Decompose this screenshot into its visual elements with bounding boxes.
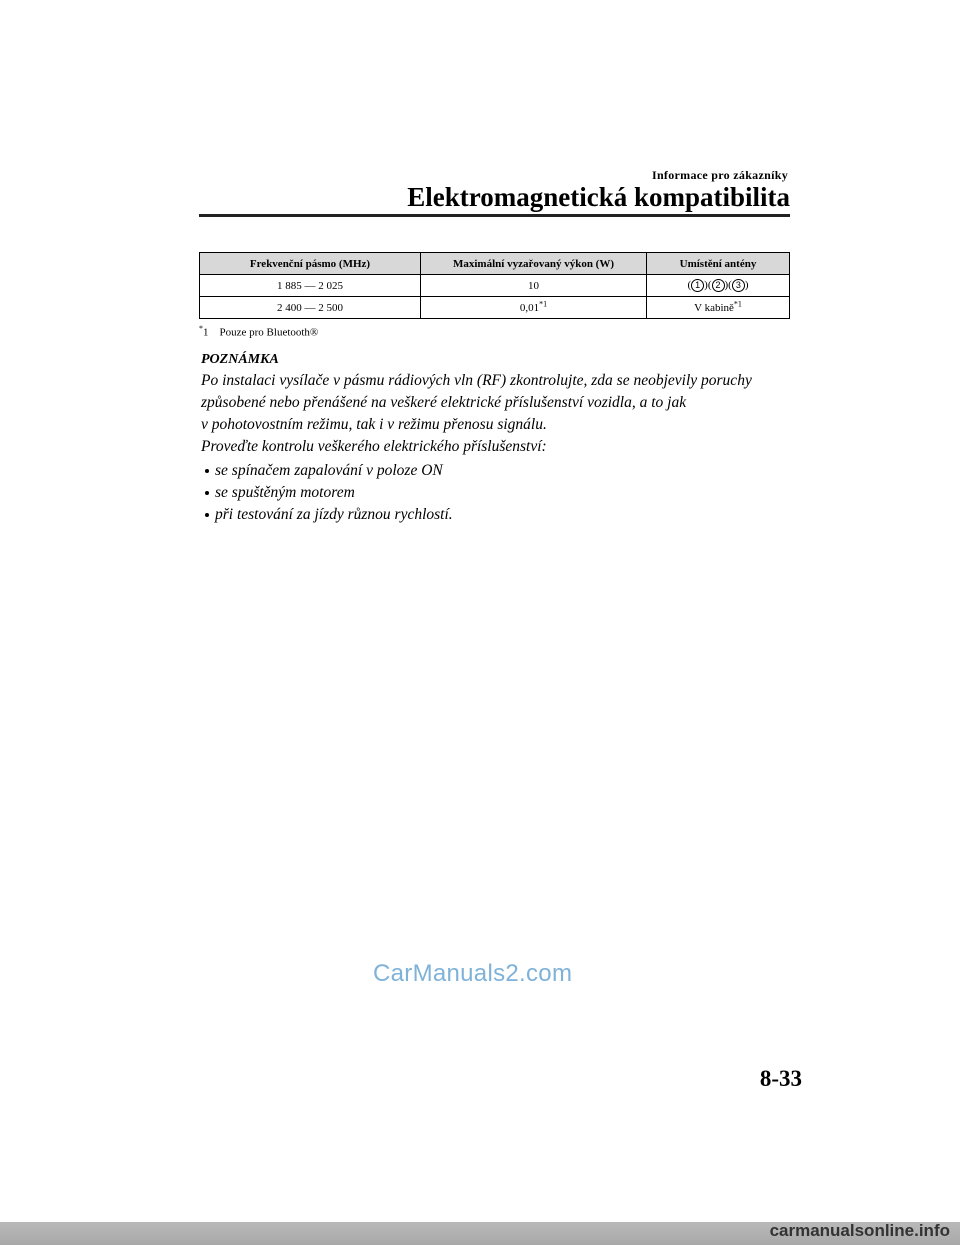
table-row xyxy=(200,275,790,297)
watermark-link[interactable]: CarManuals2.com xyxy=(373,960,573,987)
cell-power: 10 xyxy=(421,275,647,297)
chapter-title: Informace pro zákazníky xyxy=(651,168,788,182)
page-number: 8-33 xyxy=(759,1066,802,1091)
note-line: Po instalaci vysílače v pásmu rádiových vln (RF) zkontrolujte, zda se neobjevily poruchy xyxy=(201,372,752,389)
section-title: Elektromagnetická kompatibilita xyxy=(407,182,790,212)
antenna-position-1-icon: 1 xyxy=(691,279,704,292)
list-item xyxy=(205,484,355,502)
cell-band: 1 885 — 2 025 xyxy=(200,275,421,297)
column-header-antenna: Umístění antény xyxy=(647,253,790,275)
list-item xyxy=(205,462,443,480)
list-item xyxy=(205,506,453,524)
frequency-table xyxy=(199,252,790,319)
footnote-ref: *1 xyxy=(733,298,742,308)
header-divider xyxy=(199,214,790,217)
cell-band: 2 400 — 2 500 xyxy=(200,297,421,319)
power-value: 0,01 xyxy=(519,301,540,314)
column-header-power: Maximální vyzařovaný výkon (W) xyxy=(421,253,647,275)
footnote xyxy=(199,324,318,339)
cell-antenna xyxy=(647,297,790,319)
footnote-text: Pouze pro Bluetooth® xyxy=(219,326,319,339)
bullet-icon xyxy=(205,513,209,517)
list-item-text: se spínačem zapalování v poloze ON xyxy=(215,462,443,479)
footer-url-link[interactable]: carmanualsonline.info xyxy=(769,1221,950,1240)
note-title: POZNÁMKA xyxy=(201,352,279,367)
footnote-ref: *1 xyxy=(539,298,548,308)
table-header-row xyxy=(200,253,790,275)
antenna-position-3-icon: 3 xyxy=(732,279,745,292)
footnote-number: 1 xyxy=(203,326,209,339)
bullet-icon xyxy=(205,469,209,473)
column-header-band: Frekvenční pásmo (MHz) xyxy=(200,253,421,275)
note-line: způsobené nebo přenášené na veškeré elektrické příslušenství vozidla, a to jak xyxy=(201,394,687,411)
note-line: v pohotovostním režimu, tak i v režimu přenosu signálu. xyxy=(201,416,547,433)
cell-antenna: ( 1 )( 2 )( 3 ) xyxy=(647,275,790,297)
list-item-text: se spuštěným motorem xyxy=(215,484,355,501)
antenna-position-2-icon: 2 xyxy=(712,279,725,292)
antenna-value: V kabině xyxy=(694,301,734,314)
bullet-icon xyxy=(205,491,209,495)
note-line: Proveďte kontrolu veškerého elektrického příslušenství: xyxy=(201,438,547,455)
cell-power xyxy=(421,297,647,319)
table-row xyxy=(200,297,790,319)
footnote-mark: * xyxy=(199,324,203,333)
list-item-text: při testování za jízdy různou rychlostí. xyxy=(215,506,453,523)
